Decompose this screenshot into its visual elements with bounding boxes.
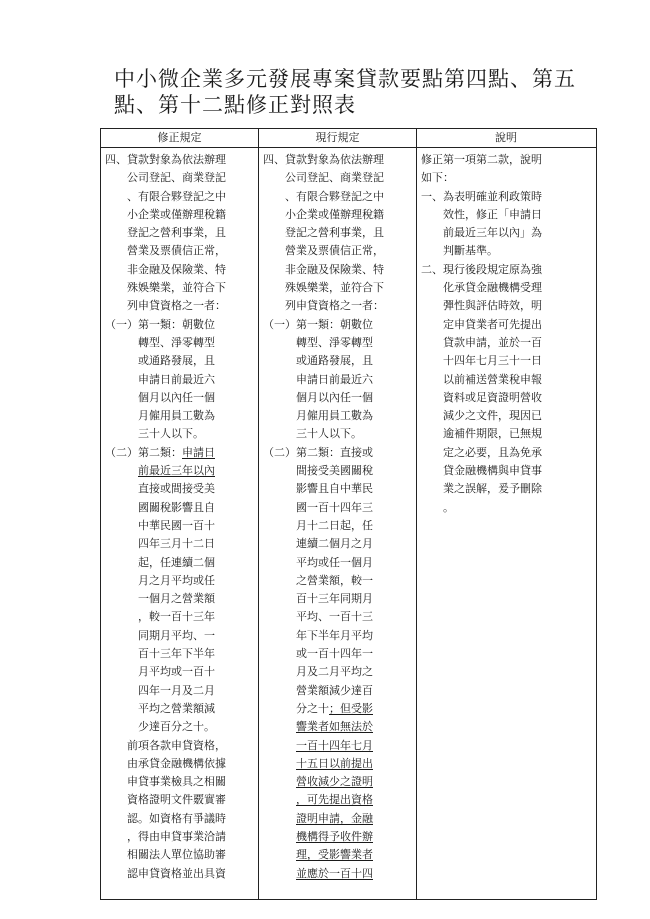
text-line — [105, 608, 257, 626]
line-text: 申貸事業檢具之相關 — [105, 775, 226, 789]
line-text: 年下半年月平均 — [263, 628, 373, 642]
line-text: 百十三年下半年 — [105, 647, 215, 661]
text-line — [421, 261, 591, 279]
text-line — [263, 206, 415, 224]
text-line — [263, 480, 415, 498]
line-text: 二、現行後段規定原為強 — [421, 262, 542, 276]
text-line — [105, 737, 257, 755]
title-line-1: 中小微企業多元發展專案貸款要點第四點、第五 — [114, 67, 576, 91]
line-text: 申請日前最近六 — [263, 372, 373, 386]
header-revised: 修正規定 — [157, 131, 202, 144]
line-text — [263, 812, 296, 825]
text-line — [263, 224, 415, 242]
line-text: 認。如資格有爭議時 — [105, 811, 226, 825]
line-text: 營業額減少達百 — [263, 683, 373, 697]
text-line — [263, 462, 415, 480]
line-text: 或一百十四年一 — [263, 647, 373, 661]
text-line — [263, 188, 415, 206]
text-line — [105, 846, 257, 864]
text-line — [263, 627, 415, 645]
line-text: 以前補送營業稅申報 — [421, 372, 542, 386]
text-line — [263, 755, 415, 773]
line-text: 申請日前最近六 — [105, 372, 215, 386]
line-text: 由承貸金融機構依據 — [105, 756, 226, 770]
line-text: 營業及票債信正常， — [263, 244, 384, 258]
text-line — [263, 791, 415, 809]
line-text: 資格證明文件覈實審 — [105, 793, 226, 807]
line-text: 之營業額，較一 — [263, 573, 373, 587]
line-text: 列申貸資格之一者： — [263, 299, 384, 313]
underlined-text: 申請日 — [182, 445, 215, 459]
line-text — [263, 867, 296, 880]
line-text: 國關稅影響且自 — [105, 500, 215, 514]
line-text: 四、貸款對象為依法辦理 — [105, 153, 226, 166]
line-text: 四、貸款對象為依法辦理 — [263, 153, 384, 166]
text-line — [263, 499, 415, 517]
text-line — [421, 499, 591, 517]
line-text: 中華民國一百十 — [105, 518, 215, 532]
line-text: 資料或足資證明營收 — [421, 390, 542, 404]
text-line — [421, 242, 591, 260]
line-text: 月平均或一百十 — [105, 665, 215, 679]
text-line — [263, 718, 415, 736]
line-text: 非金融及保險業、特 — [105, 262, 226, 276]
text-line — [105, 627, 257, 645]
line-text — [263, 757, 296, 770]
line-text: 十四年七月三十一日 — [421, 354, 542, 368]
text-line — [421, 297, 591, 315]
line-text: 一、為表明確並利政策時 — [421, 189, 542, 203]
text-line — [421, 407, 591, 425]
line-text — [263, 720, 296, 733]
text-line — [105, 773, 257, 791]
line-text: 公司登記、商業登記 — [105, 171, 226, 185]
text-line — [263, 554, 415, 572]
text-line — [105, 682, 257, 700]
text-line — [263, 737, 415, 755]
text-line — [105, 517, 257, 535]
text-line — [263, 261, 415, 279]
text-line — [263, 352, 415, 370]
comparison-table — [100, 128, 597, 900]
text-line — [421, 444, 591, 462]
text-line — [421, 224, 591, 242]
line-text: 貸金融機構與申貸事 — [421, 464, 542, 478]
line-text: 四年一月及二月 — [105, 683, 215, 697]
line-text: 彈性與評估時效，明 — [421, 299, 542, 313]
text-line — [105, 718, 257, 736]
text-line — [263, 242, 415, 260]
line-text: 減少之文件，現因已 — [421, 409, 542, 423]
text-line — [421, 480, 591, 498]
underlined-text: 證明申請，金融 — [296, 811, 373, 825]
line-text: 百十三年同期月 — [263, 592, 373, 606]
text-line — [421, 389, 591, 407]
text-line — [105, 791, 257, 809]
line-text — [263, 775, 296, 788]
line-text: （一）第一類：朝數位 — [105, 317, 215, 331]
text-line — [421, 188, 591, 206]
line-text: 公司登記、商業登記 — [263, 171, 384, 185]
header-explanation: 說明 — [495, 131, 517, 144]
text-line — [105, 352, 257, 370]
text-line — [105, 334, 257, 352]
underlined-text: 響業者如無法於 — [296, 720, 373, 734]
text-line — [105, 499, 257, 517]
line-text: 、有限合夥登記之中 — [105, 189, 226, 203]
line-text: 列申貸資格之一者： — [105, 299, 226, 313]
underlined-text: 理，受影響業者 — [296, 848, 373, 862]
line-text: 三十人以下。 — [105, 427, 204, 441]
text-line — [263, 590, 415, 608]
text-line — [263, 425, 415, 443]
text-line — [263, 316, 415, 334]
line-text: 轉型、淨零轉型 — [263, 335, 373, 349]
underlined-text: ，可先提出資格 — [296, 793, 373, 807]
line-text: 個月以內任一個 — [105, 390, 215, 404]
line-text: 個月以內任一個 — [263, 390, 373, 404]
line-text: 少達百分之十。 — [105, 720, 215, 734]
line-text: 四年三月十二日 — [105, 537, 215, 551]
line-text: ，較一百十三年 — [105, 610, 215, 624]
text-line — [105, 169, 257, 187]
line-text: 國一百十四年三 — [263, 500, 373, 514]
text-line — [263, 444, 415, 462]
line-text — [263, 848, 296, 861]
text-line — [105, 224, 257, 242]
line-text: 小企業或僅辦理稅籍 — [105, 207, 226, 221]
line-text: 逾補件期限，已無規 — [421, 427, 542, 441]
line-text — [263, 739, 296, 752]
underlined-text: 一百十四年七月 — [296, 738, 373, 752]
underlined-text: 營收減少之證明 — [296, 775, 373, 789]
line-text: 小企業或僅辦理稅籍 — [263, 207, 384, 221]
text-line — [105, 297, 257, 315]
line-text: （一）第一類：朝數位 — [263, 317, 373, 331]
text-line — [105, 151, 257, 169]
text-line — [105, 480, 257, 498]
line-text: 起，任連續二個 — [105, 555, 215, 569]
text-line — [105, 206, 257, 224]
line-text: 貸款申請，並於一百 — [421, 335, 542, 349]
line-text: 判斷基準。 — [421, 244, 498, 258]
text-line — [263, 865, 415, 883]
text-line — [105, 188, 257, 206]
text-line — [105, 371, 257, 389]
line-text — [263, 830, 296, 843]
line-text — [105, 464, 138, 477]
text-line — [263, 389, 415, 407]
text-line — [263, 371, 415, 389]
line-text: 前最近三年以內」為 — [421, 226, 542, 240]
text-line — [263, 169, 415, 187]
line-text: 非金融及保險業、特 — [263, 262, 384, 276]
text-line — [421, 169, 591, 187]
line-text: 直接或間接受美 — [105, 482, 215, 496]
line-text: 殊娛樂業，並符合下 — [105, 281, 226, 295]
line-text: ，得由申貸事業洽請 — [105, 829, 226, 843]
text-line — [105, 828, 257, 846]
line-text: （二）第二類： — [105, 445, 182, 459]
line-text: 平均之營業額減 — [105, 701, 215, 715]
text-line — [105, 663, 257, 681]
text-line — [105, 590, 257, 608]
text-line — [263, 645, 415, 663]
text-line — [263, 663, 415, 681]
header-divider — [101, 147, 596, 148]
text-line — [105, 389, 257, 407]
line-text: 如下： — [421, 171, 454, 185]
line-text: 三十人以下。 — [263, 427, 362, 441]
line-text: 營業及票債信正常， — [105, 244, 226, 258]
text-line — [421, 371, 591, 389]
title-line-2: 點、第十二點修正對照表 — [114, 93, 356, 117]
line-text: 月僱用員工數為 — [263, 409, 373, 423]
text-line — [263, 810, 415, 828]
line-text: 殊娛樂業，並符合下 — [263, 281, 384, 295]
line-text: 前項各款申貸資格， — [105, 738, 226, 752]
line-text: 登記之營利事業，且 — [105, 226, 226, 240]
underlined-text: 十五日以前提出 — [296, 756, 373, 770]
line-text: 定申貸業者可先提出 — [421, 317, 542, 331]
text-line — [105, 425, 257, 443]
text-line — [105, 755, 257, 773]
column-divider — [258, 129, 259, 899]
text-line — [105, 242, 257, 260]
text-line — [105, 700, 257, 718]
line-text: 業之誤解，爰予刪除 — [421, 482, 542, 496]
line-text: 月之月平均或任 — [105, 573, 215, 587]
text-line — [421, 279, 591, 297]
text-line — [263, 773, 415, 791]
text-line — [105, 407, 257, 425]
line-text: 定之必要，且為免承 — [421, 445, 542, 459]
text-line — [263, 151, 415, 169]
line-text: 、有限合夥登記之中 — [263, 189, 384, 203]
text-line — [263, 846, 415, 864]
line-text: 效性，修正「申請日 — [421, 207, 542, 221]
line-text: 化承貸金融機構受理 — [421, 281, 542, 295]
text-line — [263, 682, 415, 700]
underlined-text: 並應於一百十四 — [296, 866, 373, 880]
text-line — [263, 572, 415, 590]
line-text: 相關法人單位協助審 — [105, 848, 226, 862]
line-text: 月及二月平均之 — [263, 665, 373, 679]
line-text: 或通路發展，且 — [105, 354, 215, 368]
line-text: 或通路發展，且 — [263, 354, 373, 368]
header-current: 現行規定 — [315, 131, 360, 144]
line-text: 。 — [421, 500, 454, 514]
line-text: 間接受美國關稅 — [263, 464, 373, 478]
line-text: 影響且自中華民 — [263, 482, 373, 496]
text-line — [421, 151, 591, 169]
line-text: 連續二個月之月 — [263, 537, 373, 551]
text-line — [105, 645, 257, 663]
line-text: （二）第二類：直接或 — [263, 445, 373, 459]
line-text — [263, 793, 296, 806]
text-line — [105, 535, 257, 553]
text-line — [421, 425, 591, 443]
text-line — [263, 334, 415, 352]
text-line — [263, 608, 415, 626]
text-line — [263, 279, 415, 297]
text-line — [105, 279, 257, 297]
underlined-text: 前最近三年以內 — [138, 464, 215, 478]
text-line — [105, 316, 257, 334]
line-text: 月十二日起，任 — [263, 518, 373, 532]
text-line — [263, 407, 415, 425]
text-line — [263, 297, 415, 315]
line-text: 平均或任一個月 — [263, 555, 373, 569]
line-text: 月僱用員工數為 — [105, 409, 215, 423]
revised-column — [105, 151, 257, 883]
underlined-text: 機構得予收件辦 — [296, 829, 373, 843]
text-line — [421, 316, 591, 334]
underlined-text: ；但受影 — [329, 701, 373, 715]
text-line — [105, 554, 257, 572]
text-line — [105, 572, 257, 590]
text-line — [105, 444, 257, 462]
explanation-column — [421, 151, 591, 517]
column-divider — [416, 129, 417, 899]
text-line — [421, 334, 591, 352]
line-text: 同期月平均、一 — [105, 628, 215, 642]
text-line — [421, 206, 591, 224]
text-line — [263, 535, 415, 553]
page-title — [114, 66, 614, 118]
line-text: 認申貸資格並出具資 — [105, 866, 226, 880]
text-line — [105, 261, 257, 279]
text-line — [105, 462, 257, 480]
text-line — [105, 810, 257, 828]
text-line — [421, 462, 591, 480]
text-line — [263, 517, 415, 535]
line-text: 分之十 — [263, 701, 329, 715]
text-line — [263, 828, 415, 846]
line-text: 修正第一項第二款，說明 — [421, 153, 542, 166]
line-text: 轉型、淨零轉型 — [105, 335, 215, 349]
line-text: 平均、一百十三 — [263, 610, 373, 624]
line-text: 一個月之營業額 — [105, 592, 215, 606]
line-text: 登記之營利事業，且 — [263, 226, 384, 240]
current-column — [263, 151, 415, 883]
text-line — [421, 352, 591, 370]
text-line — [105, 865, 257, 883]
text-line — [263, 700, 415, 718]
